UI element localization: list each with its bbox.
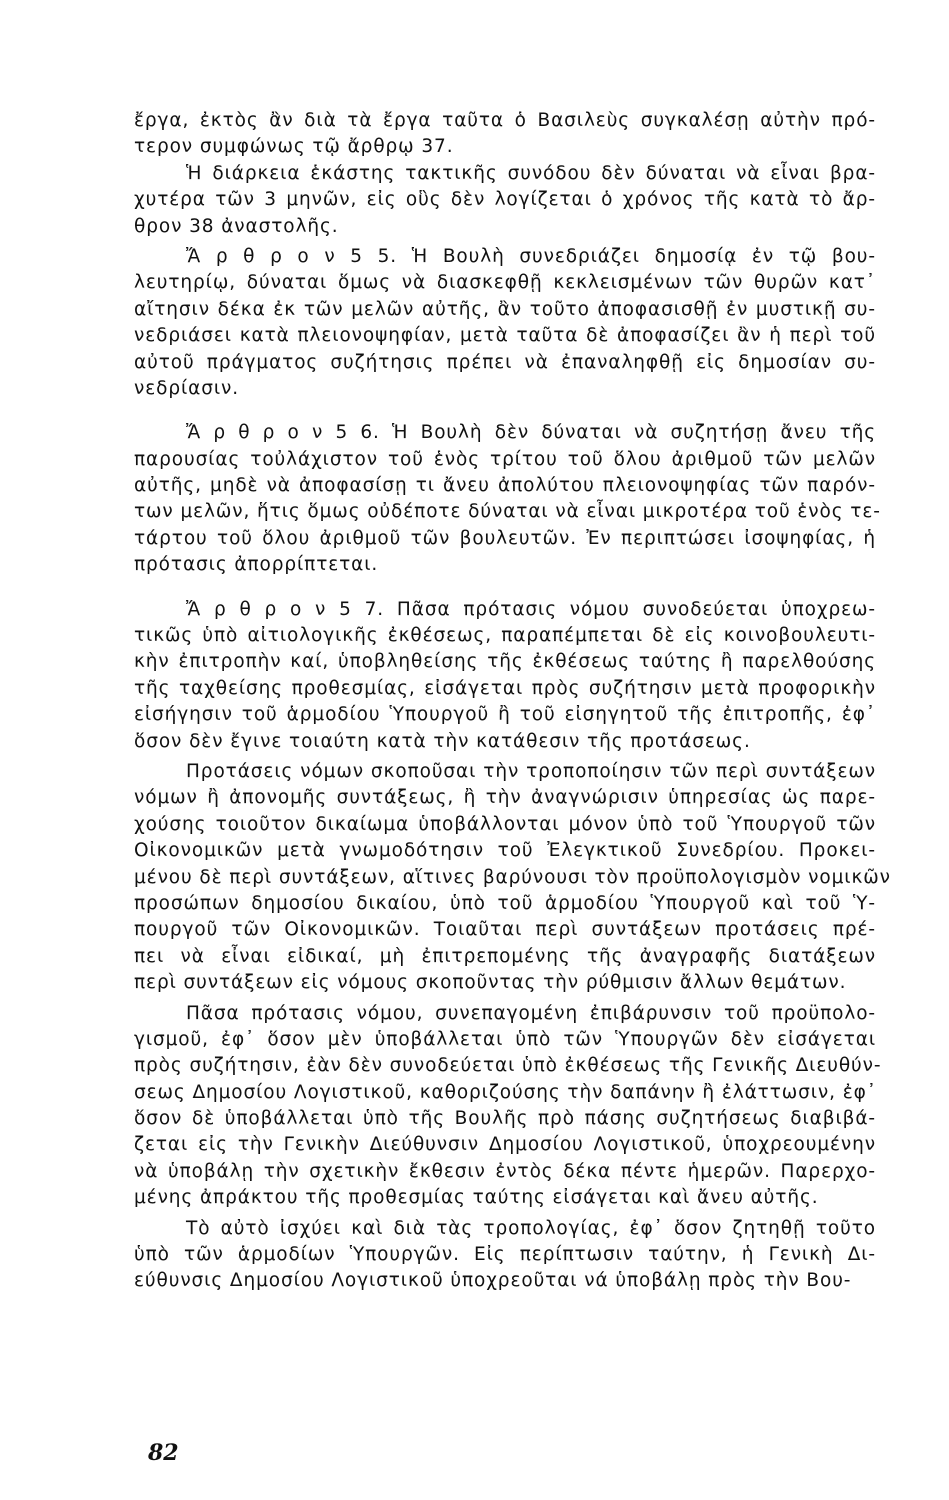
text-line: αὐτοῦ πράγματος συζήτησις πρέπει νὰ ἐπαναληφθῇ εἰς δημοσίαν συ- [134,351,876,373]
text-line: Ἡ διάρκεια ἑκάστης τακτικῆς συνόδου δὲν δύναται νὰ εἶναι βρα- [186,162,876,184]
paragraph [134,1001,882,1212]
text-line: ὑπὸ τῶν ἁρμοδίων Ὑπουργῶν. Εἰς περίπτωσιν ταύτην, ἡ Γενικὴ Δι- [134,1244,876,1266]
text-line: μένου δὲ περὶ συντάξεων, αἵτινες βαρύνουσι τὸν προϋπολογισμὸν νομικῶν [134,866,891,888]
text-line: κὴν ἐπιτροπὴν καί, ὑποβληθείσης τῆς ἐκθέσεως ταύτης ἢ παρελθούσης [134,651,876,673]
paragraph [134,1216,876,1295]
paragraph [134,161,876,240]
text-line: λευτηρίῳ, δύναται ὅμως νὰ διασκεφθῇ κεκλεισμένων τῶν θυρῶν κατ᾽ [134,272,876,294]
text-line: πει νὰ εἶναι εἰδικαί, μὴ ἐπιτρεπομένης τῆς ἀναγραφῆς διατάξεων [134,945,876,967]
text-line: θρον 38 ἀναστολῆς. [134,215,339,237]
text-line: αἴτησιν δέκα ἐκ τῶν μελῶν αὐτῆς, ἂν τοῦτο ἀποφασισθῇ ἐν μυστικῇ συ- [134,298,876,320]
text-line: τικῶς ὑπὸ αἰτιολογικῆς ἐκθέσεως, παραπέμπεται δὲ εἰς κοινοβουλευτι- [134,625,876,647]
paragraph-gap [134,402,876,420]
text-line: τερον συμφώνως τῷ ἄρθρῳ 37. [134,136,454,158]
text-line: ὅσον δὲν ἔγινε τοιαύτη κατὰ τὴν κατάθεσιν τῆς προτάσεως. [134,730,751,752]
text-line: ὅσον δὲ ὑποβάλλεται ὑπὸ τῆς Βουλῆς πρὸ πάσης συζητήσεως διαβιβά- [134,1108,876,1130]
text-line: νὰ ὑποβάλῃ τὴν σχετικὴν ἔκθεσιν ἐντὸς δέκα πέντε ἡμερῶν. Παρερχο- [134,1160,876,1182]
text-line: Προτάσεις νόμων σκοποῦσαι τὴν τροποποίησιν τῶν περὶ συντάξεων [186,760,876,782]
text-line: νεδριάσει κατὰ πλειονοψηφίαν, μετὰ ταῦτα δὲ ἀποφασίζει ἂν ἡ περὶ τοῦ [134,325,876,347]
paragraph [134,759,891,997]
text-line: Τὸ αὐτὸ ἰσχύει καὶ διὰ τὰς τροπολογίας, ἐφ᾽ ὅσον ζητηθῇ τοῦτο [186,1217,876,1239]
text-line: ἔργα, ἐκτὸς ἂν διὰ τὰ ἔργα ταῦτα ὁ Βασιλεὺς συγκαλέσῃ αὐτὴν πρό- [134,110,876,131]
text-line: εἰσήγησιν τοῦ ἁρμοδίου Ὑπουργοῦ ἢ τοῦ εἰσηγητοῦ τῆς ἐπιτροπῆς, ἐφ᾽ [134,704,876,726]
text-line: παρουσίας τοὐλάχιστον τοῦ ἑνὸς τρίτου τοῦ ὅλου ἀριθμοῦ τῶν μελῶν [134,448,876,470]
text-line: ζεται εἰς τὴν Γενικὴν Διεύθυνσιν Δημοσίου Λογιστικοῦ, ὑποχρεουμένην [134,1134,876,1156]
text-line: αὐτῆς, μηδὲ νὰ ἀποφασίσῃ τι ἄνευ ἀπολύτου πλειονοψηφίας τῶν παρόν- [134,475,876,497]
paragraph [134,108,876,161]
text-line: μένης ἀπράκτου τῆς προθεσμίας ταύτης εἰσάγεται καὶ ἄνευ αὐτῆς. [134,1187,819,1209]
text-line: νόμων ἢ ἀπονομῆς συντάξεως, ἢ τὴν ἀναγνώρισιν ὑπηρεσίας ὡς παρε- [134,787,876,809]
paragraph [134,597,876,755]
text-line: Ἄ ρ θ ρ ο ν 5 5. Ἡ Βουλὴ συνεδριάζει δημοσίᾳ ἐν τῷ βου- [186,245,876,267]
text-line: τῆς ταχθείσης προθεσμίας, εἰσάγεται πρὸς συζήτησιν μετὰ προφορικὴν [134,677,876,699]
text-line: Ἄ ρ θ ρ ο ν 5 7. Πᾶσα πρότασις νόμου συνοδεύεται ὑποχρεω- [186,598,876,620]
page-number: 82 [148,1440,179,1466]
text-line: χυτέρα τῶν 3 μηνῶν, εἰς οὓς δὲν λογίζεται ὁ χρόνος τῆς κατὰ τὸ ἄρ- [134,189,876,211]
text-line: Ἄ ρ θ ρ ο ν 5 6. Ἡ Βουλὴ δὲν δύναται νὰ συζητήσῃ ἄνευ τῆς [186,422,876,444]
text-line: χούσης τοιοῦτον δικαίωμα ὑποβάλλονται μόνον ὑπὸ τοῦ Ὑπουργοῦ τῶν [134,813,876,835]
text-line: πουργοῦ τῶν Οἰκονομικῶν. Τοιαῦται περὶ συντάξεων προτάσεις πρέ- [134,919,876,941]
text-line: περὶ συντάξεων εἰς νόμους σκοποῦντας τὴν ρύθμισιν ἄλλων θεμάτων. [134,972,847,994]
body-text [134,108,891,1295]
text-line: προσώπων δημοσίου δικαίου, ὑπὸ τοῦ ἁρμοδίου Ὑπουργοῦ καὶ τοῦ Ὑ- [134,892,876,914]
text-line: Πᾶσα πρότασις νόμου, συνεπαγομένη ἐπιβάρυνσιν τοῦ προϋπολο- [186,1002,876,1024]
text-line: τάρτου τοῦ ὅλου ἀριθμοῦ τῶν βουλευτῶν. Ἐν περιπτώσει ἰσοψηφίας, ἡ [134,527,876,549]
text-line: των μελῶν, ἥτις ὅμως οὐδέποτε δύναται νὰ εἶναι μικροτέρα τοῦ ἑνὸς τε- [134,501,881,523]
paragraph [134,244,876,402]
text-line: γισμοῦ, ἐφ᾽ ὅσον μὲν ὑποβάλλεται ὑπὸ τῶν Ὑπουργῶν δὲν εἰσάγεται [134,1028,876,1050]
paragraph [134,420,881,578]
paragraph-gap [134,579,876,597]
text-line: σεως Δημοσίου Λογιστικοῦ, καθοριζούσης τὴν δαπάνην ἢ ἐλάττωσιν, ἐφ᾽ [134,1081,877,1103]
text-line: πρὸς συζήτησιν, ἐὰν δὲν συνοδεύεται ὑπὸ ἐκθέσεως τῆς Γενικῆς Διευθύν- [134,1055,882,1077]
text-line: εύθυνσις Δημοσίου Λογιστικοῦ ὑποχρεοῦται νά ὑποβάλῃ πρὸς τὴν Βου- [134,1270,852,1292]
text-line: νεδρίασιν. [134,377,240,399]
text-line: πρότασις ἀπορρίπτεται. [134,554,379,576]
text-line: Οἰκονομικῶν μετὰ γνωμοδότησιν τοῦ Ἐλεγκτικοῦ Συνεδρίου. Προκει- [134,840,876,862]
